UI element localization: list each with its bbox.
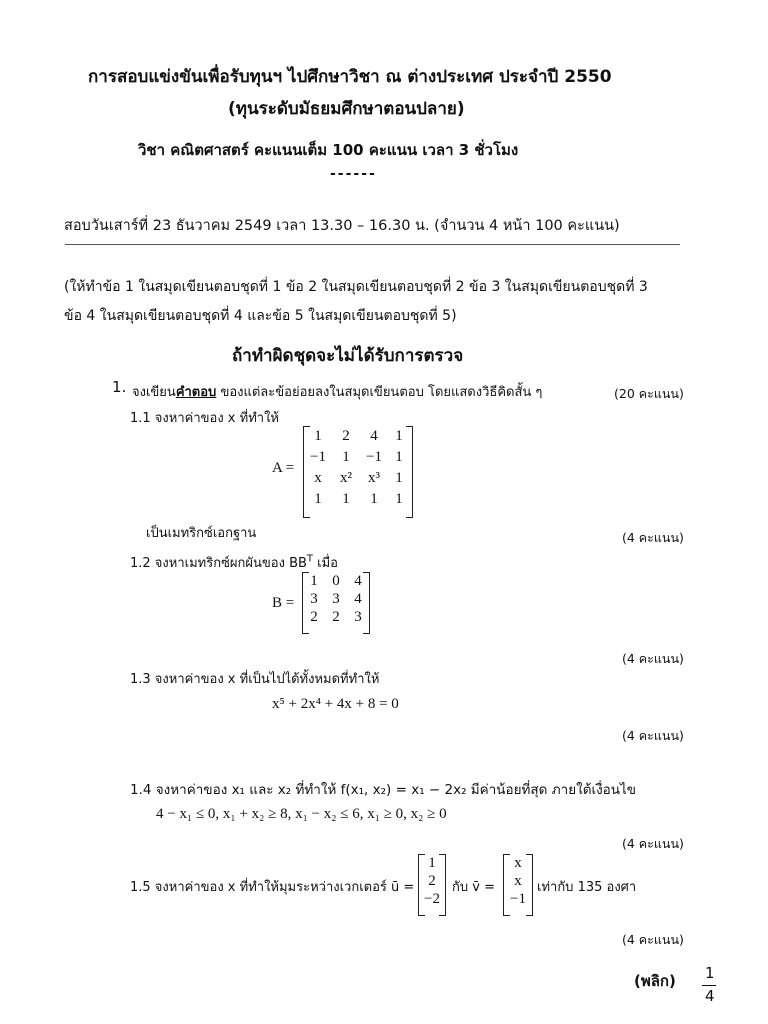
- matrix-a-cell-2-3: 1: [395, 470, 403, 486]
- matrix-b-cell-1-0: 3: [310, 591, 318, 607]
- exam-subtitle: (ทุนระดับมัธยมศึกษาตอนปลาย): [228, 99, 465, 119]
- q1-3-marks: (4 คะแนน): [622, 728, 684, 743]
- matrix-a-cell-2-1: x²: [340, 470, 352, 486]
- matrix-a-cell-2-2: x³: [368, 470, 380, 486]
- matrix-b-cell-2-0: 2: [310, 609, 318, 625]
- page-total: 4: [705, 987, 715, 1005]
- instruction-line-2: ข้อ 4 ในสมุดเขียนตอบชุดที่ 4 และข้อ 5 ในสมุดเขียนตอบชุดที่ 5): [64, 308, 457, 324]
- question-1-text-before: จงเขียน: [132, 385, 176, 400]
- matrix-a-cell-0-3: 1: [395, 428, 403, 444]
- q1-1-matrix-name: A =: [272, 460, 295, 476]
- matrix-a-cell-1-3: 1: [395, 449, 403, 465]
- instruction-line-1: (ให้ทำข้อ 1 ในสมุดเขียนตอบชุดที่ 1 ข้อ 2 ในสมุดเขียนตอบชุดที่ 2 ข้อ 3 ในสมุดเขียนตอบชุดที่ 3: [64, 279, 648, 295]
- question-1-text-after: ของแต่ละข้อย่อยลงในสมุดเขียนตอบ โดยแสดงวิธีคิดสั้น ๆ: [216, 385, 543, 400]
- matrix-a-cell-0-1: 2: [342, 428, 350, 444]
- q1-4-marks: (4 คะแนน): [622, 836, 684, 851]
- matrix-a-cell-3-0: 1: [314, 491, 322, 507]
- warning-heading: ถ้าทำผิดชุดจะไม่ได้รับการตรวจ: [232, 346, 464, 366]
- q1-2-matrix-name: B =: [272, 595, 295, 611]
- matrix-a: [303, 426, 413, 518]
- vector-v-cell-0-0: x: [514, 855, 522, 871]
- q1-2-label: [130, 552, 338, 573]
- matrix-a-cell-3-3: 1: [395, 491, 403, 507]
- matrix-a-cell-1-2: −1: [366, 449, 382, 465]
- q1-2-label-after: เมื่อ: [313, 556, 338, 571]
- vector-v-cell-2-0: −1: [510, 891, 526, 907]
- q1-2-marks: (4 คะแนน): [622, 651, 684, 666]
- exam-title: การสอบแข่งขันเพื่อรับทุนฯ ไปศึกษาวิชา ณ ต่างประเทศ ประจำปี 2550: [88, 67, 612, 87]
- q1-3-label: 1.3 จงหาค่าของ x ที่เป็นไปได้ทั้งหมดที่ทำให้: [130, 672, 380, 687]
- q1-2-label-sup: T: [306, 553, 314, 565]
- q1-2-label-before: 1.2 จงหาเมทริกซ์ผกผันของ BB: [130, 556, 307, 571]
- page-fraction-bar: [702, 985, 716, 986]
- subject-line: วิชา คณิตศาสตร์ คะแนนเต็ม 100 คะแนน เวลา 3 ชั่วโมง: [138, 141, 519, 159]
- matrix-b-cell-1-2: 4: [354, 591, 362, 607]
- matrix-b-cell-2-2: 3: [354, 609, 362, 625]
- q1-5-with: กับ v̄ =: [452, 880, 495, 895]
- q1-5-label: 1.5 จงหาค่าของ x ที่ทำให้มุมระหว่างเวกเตอร์ ū =: [130, 880, 415, 895]
- q1-1-marks: (4 คะแนน): [622, 530, 684, 545]
- matrix-a-cell-0-2: 4: [370, 428, 378, 444]
- page-number: 1: [705, 964, 715, 982]
- divider: [65, 244, 680, 245]
- matrix-b-cell-1-1: 3: [332, 591, 340, 607]
- question-1-text: [132, 381, 542, 402]
- question-1-number: 1.: [112, 378, 127, 396]
- vector-v-cell-1-0: x: [514, 873, 522, 889]
- vector-v: [503, 854, 533, 916]
- q1-4-constraints: 4 − x₁ ≤ 0, x₁ + x₂ ≥ 8, x₁ − x₂ ≤ 6, x₁ ≥ 0, x₂ ≥ 0: [156, 806, 447, 822]
- dashes: ------: [330, 166, 377, 182]
- vector-u: [418, 854, 446, 916]
- matrix-a-cell-1-0: −1: [310, 449, 326, 465]
- exam-date-line: สอบวันเสาร์ที่ 23 ธันวาคม 2549 เวลา 13.30 – 16.30 น. (จำนวน 4 หน้า 100 คะแนน): [64, 218, 620, 234]
- vector-u-cell-2-0: −2: [424, 891, 440, 907]
- question-1-text-underlined: คำตอบ: [175, 385, 217, 400]
- q1-1-after-text: เป็นเมทริกซ์เอกฐาน: [146, 526, 257, 541]
- matrix-a-cell-3-2: 1: [370, 491, 378, 507]
- question-1-marks: (20 คะแนน): [614, 386, 684, 401]
- q1-1-label: 1.1 จงหาค่าของ x ที่ทำให้: [130, 411, 279, 426]
- turn-page-label: (พลิก): [634, 972, 676, 990]
- matrix-b-cell-0-1: 0: [332, 573, 340, 589]
- vector-u-cell-1-0: 2: [428, 873, 436, 889]
- matrix-a-cell-1-1: 1: [342, 449, 350, 465]
- matrix-a-cell-0-0: 1: [314, 428, 322, 444]
- matrix-b-cell-2-1: 2: [332, 609, 340, 625]
- matrix-a-cell-2-0: x: [314, 470, 322, 486]
- matrix-b-cell-0-2: 4: [354, 573, 362, 589]
- q1-4-label: 1.4 จงหาค่าของ x₁ และ x₂ ที่ทำให้ f(x₁, x₂) = x₁ − 2x₂ มีค่าน้อยที่สุด ภายใต้เงื่อนไข: [130, 782, 637, 798]
- vector-u-cell-0-0: 1: [428, 855, 436, 871]
- q1-5-tail: เท่ากับ 135 องศา: [537, 880, 637, 895]
- matrix-b-cell-0-0: 1: [310, 573, 318, 589]
- matrix-b: [302, 572, 370, 634]
- q1-3-equation: x⁵ + 2x⁴ + 4x + 8 = 0: [272, 696, 399, 712]
- q1-5-marks: (4 คะแนน): [622, 932, 684, 947]
- matrix-a-cell-3-1: 1: [342, 491, 350, 507]
